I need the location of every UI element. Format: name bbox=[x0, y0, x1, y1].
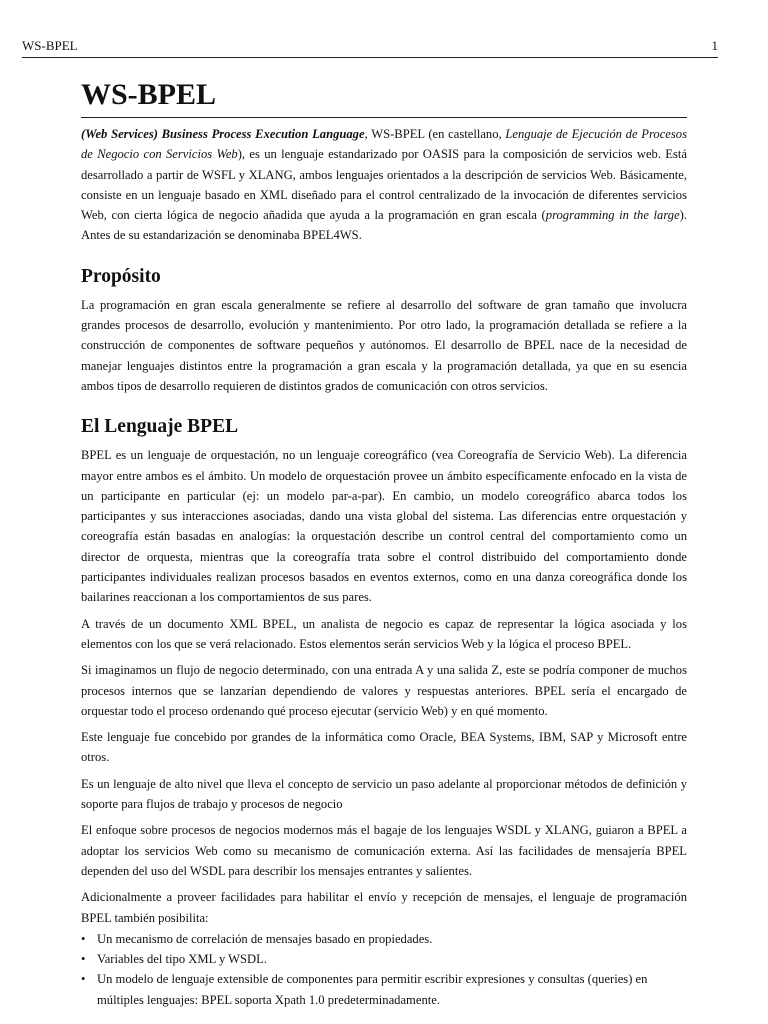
bullet-icon: • bbox=[81, 931, 86, 946]
intro-term: (Web Services) Business Process Execution Language bbox=[81, 127, 365, 141]
list-item-text: Un mecanismo de correlación de mensajes basado en propiedades. bbox=[97, 931, 433, 946]
running-header bbox=[22, 38, 718, 58]
bullet-icon: • bbox=[81, 952, 86, 967]
paragraph: Si imaginamos un flujo de negocio determinado, con una entrada A y una salida Z, este se podría componer de muchos procesos internos que se lanzarían dependiendo de valores y respuestas anteriores. BPEL sería el encargado de orquestar todo el proceso ordenando qué proceso ejecutar (servicio Web) y en qué momento. bbox=[81, 663, 687, 718]
intro-text-2: ), es un lenguaje estandarizado por OASIS para la composición de servicios web. Está desarrollado a partir de WSFL y XLANG, ambos lenguajes orientados a la descripción de servicios Web. Básicamente, consiste en un lenguaje basado en XML diseñado para el control centralizado de la invocación de diferentes servicios Web, con cierta lógica de negocio añadida que ayuda a la programación en gran escala ( bbox=[81, 147, 687, 223]
intro-text-3: ). Antes de su estandarización se denominaba BPEL4WS. bbox=[81, 208, 687, 243]
paragraph: El enfoque sobre procesos de negocios modernos más el bagaje de los lenguajes WSDL y XLANG, guiaron a BPEL a adoptar los servicios Web como su mecanismo de comunicación externa. Así las facilidades de mensajería BPEL dependen del uso del WSDL para describir los mensajes entrantes y salientes. bbox=[81, 823, 687, 878]
list-item bbox=[81, 969, 687, 1010]
paragraph: Es un lenguaje de alto nivel que lleva el concepto de servicio un paso adelante al proporcionar métodos de definición y soporte para flujos de trabajo y procesos de negocio bbox=[81, 776, 687, 812]
paragraph: La programación en gran escala generalmente se refiere al desarrollo del software de gran tamaño que involucra grandes procesos de desarrollo, evolución y mantenimiento. Por otro lado, la programación detallada se refiere a la construcción de componentes de software pequeños y autónomos. El desarrollo de BPEL nace de la necesidad de manejar lenguajes distintos entre la programación a gran escala y la programación detallada, ya que en su esencia ambos tipos de desarrollo requieren de distintos grados de comunicación con otros servicios. bbox=[81, 297, 687, 393]
intro-large: programming in the large bbox=[545, 208, 680, 223]
paragraph: A través de un documento XML BPEL, un analista de negocio es capaz de representar la lógica asociada y los elementos con los que se verá relacionado. Estos elementos serán servicios Web y la lógica el proceso BPEL. bbox=[81, 616, 687, 651]
intro-paragraph bbox=[81, 124, 687, 246]
list-item-text: Variables del tipo XML y WSDL. bbox=[97, 952, 267, 967]
article-body bbox=[81, 76, 687, 1010]
intro-translation: Lenguaje de Ejecución de Procesos de Negocio con Servicios Web bbox=[81, 127, 687, 162]
list-item bbox=[81, 949, 687, 969]
list-item-text: Un modelo de lenguaje extensible de componentes para permitir escribir expresiones y consultas (queries) en múltiples lenguajes: BPEL soporta Xpath 1.0 predeterminadamente. bbox=[97, 972, 648, 1007]
header-title: WS-BPEL bbox=[22, 38, 78, 53]
bullet-icon: • bbox=[81, 972, 86, 987]
article-title: WS-BPEL bbox=[81, 76, 687, 118]
feature-list bbox=[81, 929, 687, 1010]
paragraph: Adicionalmente a proveer facilidades para habilitar el envío y recepción de mensajes, el lenguaje de programación BPEL también posibilita: bbox=[81, 890, 687, 925]
list-item bbox=[81, 929, 687, 949]
intro-text-1: , WS-BPEL (en castellano, bbox=[364, 127, 506, 141]
section-heading-lenguaje-bpel: El Lenguaje BPEL bbox=[81, 416, 239, 438]
paragraph: Este lenguaje fue concebido por grandes de la informática como Oracle, BEA Systems, IBM, SAP y Microsoft entre otros. bbox=[81, 730, 687, 765]
paragraph: BPEL es un lenguaje de orquestación, no un lenguaje coreográfico (vea Coreografía de Servicio Web). La diferencia mayor entre ambos es el ámbito. Un modelo de orquestación provee un ámbito específicamente enfocado en la vista de un participante en particular (ej: un modelo par-a-par). En cambio, un modelo coreográfico abarca todos los participantes y sus interacciones asociadas, dando una vista global del sistema. Las diferencias entre orquestación y coreografía están basadas en analogías: la orquestación describe un control central del comportamiento como un director de orquesta, mientras que la coreografía trata sobre el control distribuido del comportamiento donde participantes individuales realizan procesos basados en eventos externos, como en una danza coreográfica donde los bailarines reaccionan a los comportamientos de sus pares. bbox=[81, 448, 687, 605]
section-heading-proposito: Propósito bbox=[81, 265, 161, 287]
page-number: 1 bbox=[711, 38, 718, 53]
